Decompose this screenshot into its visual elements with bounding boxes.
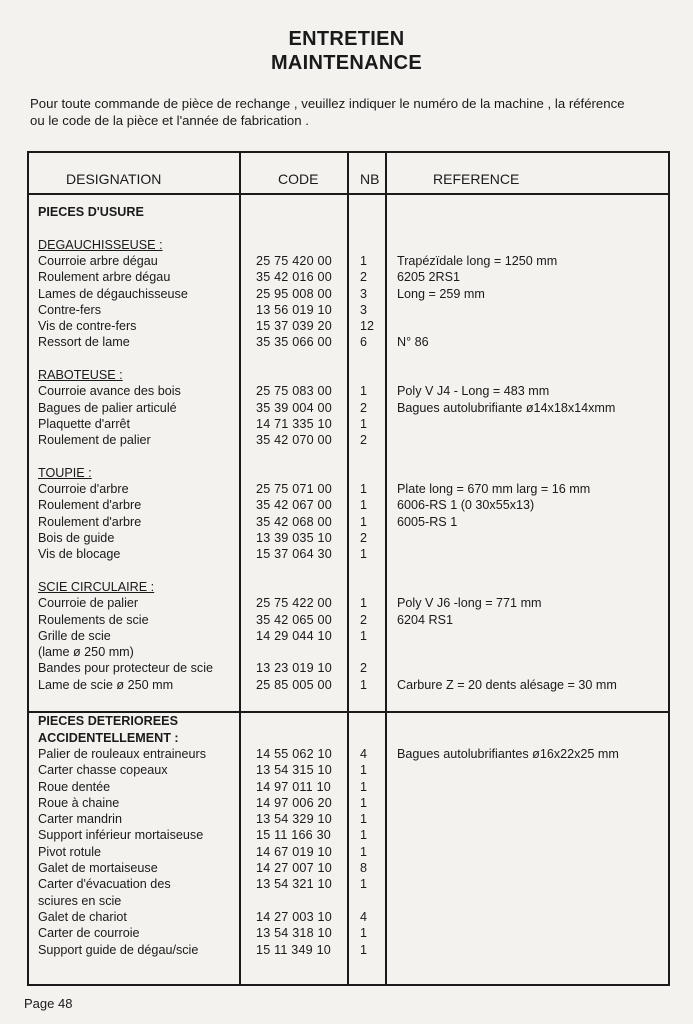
cell-nb: 1 bbox=[360, 628, 368, 643]
cell-designation: Roulement de palier bbox=[38, 433, 151, 448]
cell-designation: DEGAUCHISSEUSE : bbox=[38, 237, 163, 252]
cell-designation: Bandes pour protecteur de scie bbox=[38, 661, 214, 676]
cell-nb: 1 bbox=[360, 779, 368, 794]
table-row bbox=[29, 730, 668, 746]
table-row bbox=[29, 844, 668, 860]
cell-nb: 4 bbox=[360, 746, 368, 761]
cell-code: 35 42 068 00 bbox=[256, 514, 332, 529]
cell-nb: 1 bbox=[360, 877, 368, 892]
cell-code: 25 75 422 00 bbox=[256, 596, 332, 611]
cell-designation: PIECES D'USURE bbox=[38, 205, 144, 219]
table-row bbox=[29, 628, 668, 644]
intro-text bbox=[30, 95, 690, 129]
cell-designation: Bagues de palier articulé bbox=[38, 400, 177, 415]
cell-code: 35 42 067 00 bbox=[256, 498, 332, 513]
cell-designation: Contre-fers bbox=[38, 302, 101, 317]
cell-nb: 1 bbox=[360, 942, 368, 957]
cell-nb: 3 bbox=[360, 286, 368, 301]
cell-designation: Roue dentée bbox=[38, 779, 111, 794]
table-row bbox=[29, 400, 668, 416]
cell-code: 15 11 349 10 bbox=[256, 942, 331, 957]
table-row bbox=[29, 449, 668, 465]
cell-code: 25 75 071 00 bbox=[256, 482, 332, 497]
table-row bbox=[29, 530, 668, 546]
table-row bbox=[29, 497, 668, 513]
cell-designation: Roulement d'arbre bbox=[38, 514, 142, 529]
table-row bbox=[29, 351, 668, 367]
cell-code: 35 39 004 00 bbox=[256, 400, 332, 415]
intro-line-1: Pour toute commande de pièce de rechange , veuillez indiquer le numéro de la machine , la référence bbox=[30, 96, 625, 111]
cell-designation: PIECES DETERIOREES bbox=[38, 714, 178, 729]
cell-designation: Carter de courroie bbox=[38, 926, 140, 941]
cell-code: 13 23 019 10 bbox=[256, 661, 332, 676]
cell-reference: Bagues autolubrifiante ø14x18x14xmm bbox=[397, 400, 616, 415]
cell-code: 13 54 321 10 bbox=[256, 877, 332, 892]
cell-designation: Carter d'évacuation des bbox=[38, 877, 171, 892]
table-row bbox=[29, 579, 668, 595]
page-title: ENTRETIEN bbox=[288, 28, 405, 50]
cell-reference: 6006-RS 1 (0 30x55x13) bbox=[397, 498, 535, 513]
cell-reference: Bagues autolubrifiantes ø16x22x25 mm bbox=[397, 746, 619, 761]
cell-designation: TOUPIE : bbox=[38, 465, 92, 480]
table-row bbox=[29, 514, 668, 530]
cell-designation: (lame ø 250 mm) bbox=[38, 645, 134, 660]
cell-reference: Long = 259 mm bbox=[397, 286, 485, 301]
table-row bbox=[29, 762, 668, 778]
cell-designation: Carter chasse copeaux bbox=[38, 763, 168, 778]
cell-code: 35 42 070 00 bbox=[256, 433, 332, 448]
cell-code: 14 27 003 10 bbox=[256, 909, 332, 924]
cell-designation: Vis de blocage bbox=[38, 547, 121, 562]
table-row bbox=[29, 795, 668, 811]
cell-designation: Support guide de dégau/scie bbox=[38, 942, 199, 957]
table-row bbox=[29, 909, 668, 925]
table-row bbox=[29, 318, 668, 334]
table-row bbox=[29, 383, 668, 399]
cell-nb: 1 bbox=[360, 844, 368, 859]
cell-designation: Lames de dégauchisseuse bbox=[38, 286, 188, 301]
cell-designation: Grille de scie bbox=[38, 628, 111, 643]
cell-nb: 6 bbox=[360, 335, 368, 350]
cell-designation: Courroie de palier bbox=[38, 596, 139, 611]
cell-designation: Ressort de lame bbox=[38, 335, 130, 350]
table-row bbox=[29, 693, 668, 709]
cell-code: 14 97 006 20 bbox=[256, 795, 332, 810]
header-code: CODE bbox=[278, 171, 319, 187]
cell-code: 14 67 019 10 bbox=[256, 844, 332, 859]
table-row bbox=[29, 876, 668, 892]
header-nb: NB bbox=[360, 171, 380, 187]
cell-designation: Pivot rotule bbox=[38, 844, 101, 859]
cell-code: 35 42 016 00 bbox=[256, 270, 332, 285]
cell-reference: 6005-RS 1 bbox=[397, 514, 458, 529]
cell-designation: Galet de chariot bbox=[38, 909, 127, 924]
cell-designation: Carter mandrin bbox=[38, 812, 122, 827]
cell-designation: ACCIDENTELLEMENT : bbox=[38, 730, 179, 745]
table-row bbox=[29, 253, 668, 269]
table-row bbox=[29, 779, 668, 795]
table-row bbox=[29, 595, 668, 611]
table-row bbox=[29, 269, 668, 285]
cell-nb: 1 bbox=[360, 514, 368, 529]
cell-reference: N° 86 bbox=[397, 335, 429, 350]
cell-nb: 2 bbox=[360, 433, 368, 448]
cell-nb: 1 bbox=[360, 498, 368, 513]
table-row bbox=[29, 204, 668, 220]
cell-code: 14 71 335 10 bbox=[256, 416, 332, 431]
cell-code: 15 11 166 30 bbox=[256, 828, 331, 843]
cell-designation: Palier de rouleaux entraineurs bbox=[38, 746, 207, 761]
cell-nb: 12 bbox=[360, 319, 375, 334]
table-row bbox=[29, 893, 668, 909]
cell-code: 25 75 420 00 bbox=[256, 253, 332, 268]
cell-nb: 1 bbox=[360, 384, 368, 399]
cell-designation: Roulement d'arbre bbox=[38, 498, 142, 513]
cell-designation: Support inférieur mortaiseuse bbox=[38, 828, 204, 843]
table-row bbox=[29, 677, 668, 693]
table-row bbox=[29, 465, 668, 481]
header-divider bbox=[29, 193, 668, 195]
cell-code: 25 85 005 00 bbox=[256, 677, 332, 692]
cell-nb: 8 bbox=[360, 861, 368, 875]
header-reference: REFERENCE bbox=[433, 171, 520, 187]
cell-nb: 4 bbox=[360, 909, 368, 924]
cell-code: 15 37 039 20 bbox=[256, 319, 332, 334]
cell-designation: Courroie d'arbre bbox=[38, 482, 129, 497]
page-subtitle: MAINTENANCE bbox=[270, 52, 423, 74]
cell-nb: 1 bbox=[360, 828, 368, 843]
table-row bbox=[29, 660, 668, 676]
cell-nb: 2 bbox=[360, 612, 368, 627]
parts-table bbox=[27, 151, 670, 986]
cell-nb: 1 bbox=[360, 482, 368, 497]
cell-designation: sciures en scie bbox=[38, 893, 122, 908]
cell-nb: 2 bbox=[360, 531, 368, 545]
cell-nb: 1 bbox=[360, 547, 368, 562]
cell-code: 13 54 329 10 bbox=[256, 812, 332, 827]
cell-designation: Roue à chaine bbox=[38, 795, 120, 810]
cell-reference: Plate long = 670 mm larg = 16 mm bbox=[397, 482, 591, 497]
header-designation: DESIGNATION bbox=[66, 171, 162, 187]
cell-designation: Galet de mortaiseuse bbox=[38, 861, 158, 875]
cell-code: 14 29 044 10 bbox=[256, 628, 332, 643]
cell-designation: Roulements de scie bbox=[38, 612, 149, 627]
cell-code: 25 95 008 00 bbox=[256, 286, 332, 301]
cell-reference: 6205 2RS1 bbox=[397, 270, 461, 285]
intro-line-2: ou le code de la pièce et l'année de fabrication . bbox=[30, 113, 309, 128]
cell-nb: 1 bbox=[360, 763, 368, 778]
cell-designation: Roulement arbre dégau bbox=[38, 270, 171, 285]
table-row bbox=[29, 811, 668, 827]
cell-nb: 1 bbox=[360, 677, 368, 692]
cell-reference: Carbure Z = 20 dents alésage = 30 mm bbox=[397, 677, 617, 692]
cell-nb: 2 bbox=[360, 400, 368, 415]
cell-reference: Poly V J6 -long = 771 mm bbox=[397, 596, 542, 611]
cell-designation: Lame de scie ø 250 mm bbox=[38, 677, 174, 692]
cell-designation: SCIE CIRCULAIRE : bbox=[38, 579, 155, 594]
cell-designation: Courroie arbre dégau bbox=[38, 253, 158, 268]
cell-designation: Bois de guide bbox=[38, 531, 115, 545]
cell-code: 14 55 062 10 bbox=[256, 746, 332, 761]
cell-code: 35 42 065 00 bbox=[256, 612, 332, 627]
table-row bbox=[29, 432, 668, 448]
table-row bbox=[29, 334, 668, 350]
table-row bbox=[29, 942, 668, 958]
cell-designation: Courroie avance des bois bbox=[38, 384, 181, 399]
cell-nb: 1 bbox=[360, 812, 368, 827]
table-row bbox=[29, 925, 668, 941]
cell-nb: 1 bbox=[360, 596, 368, 611]
cell-nb: 2 bbox=[360, 661, 368, 676]
table-row bbox=[29, 644, 668, 660]
cell-code: 13 56 019 10 bbox=[256, 302, 332, 317]
cell-code: 13 39 035 10 bbox=[256, 531, 332, 545]
cell-nb: 1 bbox=[360, 926, 368, 941]
table-row bbox=[29, 713, 668, 729]
table-row bbox=[29, 563, 668, 579]
page-number: Page 48 bbox=[24, 996, 73, 1011]
cell-code: 14 27 007 10 bbox=[256, 861, 332, 875]
cell-nb: 1 bbox=[360, 795, 368, 810]
table-row bbox=[29, 367, 668, 383]
table-row bbox=[29, 220, 668, 236]
cell-nb: 1 bbox=[360, 253, 368, 268]
cell-nb: 1 bbox=[360, 416, 368, 431]
table-row bbox=[29, 546, 668, 562]
cell-designation: Vis de contre-fers bbox=[38, 319, 137, 334]
cell-designation: RABOTEUSE : bbox=[38, 368, 123, 382]
cell-nb: 2 bbox=[360, 270, 368, 285]
cell-nb: 3 bbox=[360, 302, 368, 317]
cell-reference: Trapézïdale long = 1250 mm bbox=[397, 253, 558, 268]
cell-code: 25 75 083 00 bbox=[256, 384, 332, 399]
table-row bbox=[29, 481, 668, 497]
table-row bbox=[29, 416, 668, 432]
cell-code: 13 54 318 10 bbox=[256, 926, 332, 941]
cell-code: 35 35 066 00 bbox=[256, 335, 332, 350]
table-row bbox=[29, 860, 668, 876]
cell-reference: Poly V J4 - Long = 483 mm bbox=[397, 384, 550, 399]
cell-code: 15 37 064 30 bbox=[256, 547, 332, 562]
cell-reference: 6204 RS1 bbox=[397, 612, 454, 627]
table-row bbox=[29, 746, 668, 762]
table-row bbox=[29, 612, 668, 628]
cell-code: 14 97 011 10 bbox=[256, 779, 331, 794]
table-row bbox=[29, 286, 668, 302]
cell-code: 13 54 315 10 bbox=[256, 763, 332, 778]
cell-designation: Plaquette d'arrêt bbox=[38, 416, 131, 431]
table-row bbox=[29, 827, 668, 843]
table-row bbox=[29, 302, 668, 318]
table-row bbox=[29, 237, 668, 253]
